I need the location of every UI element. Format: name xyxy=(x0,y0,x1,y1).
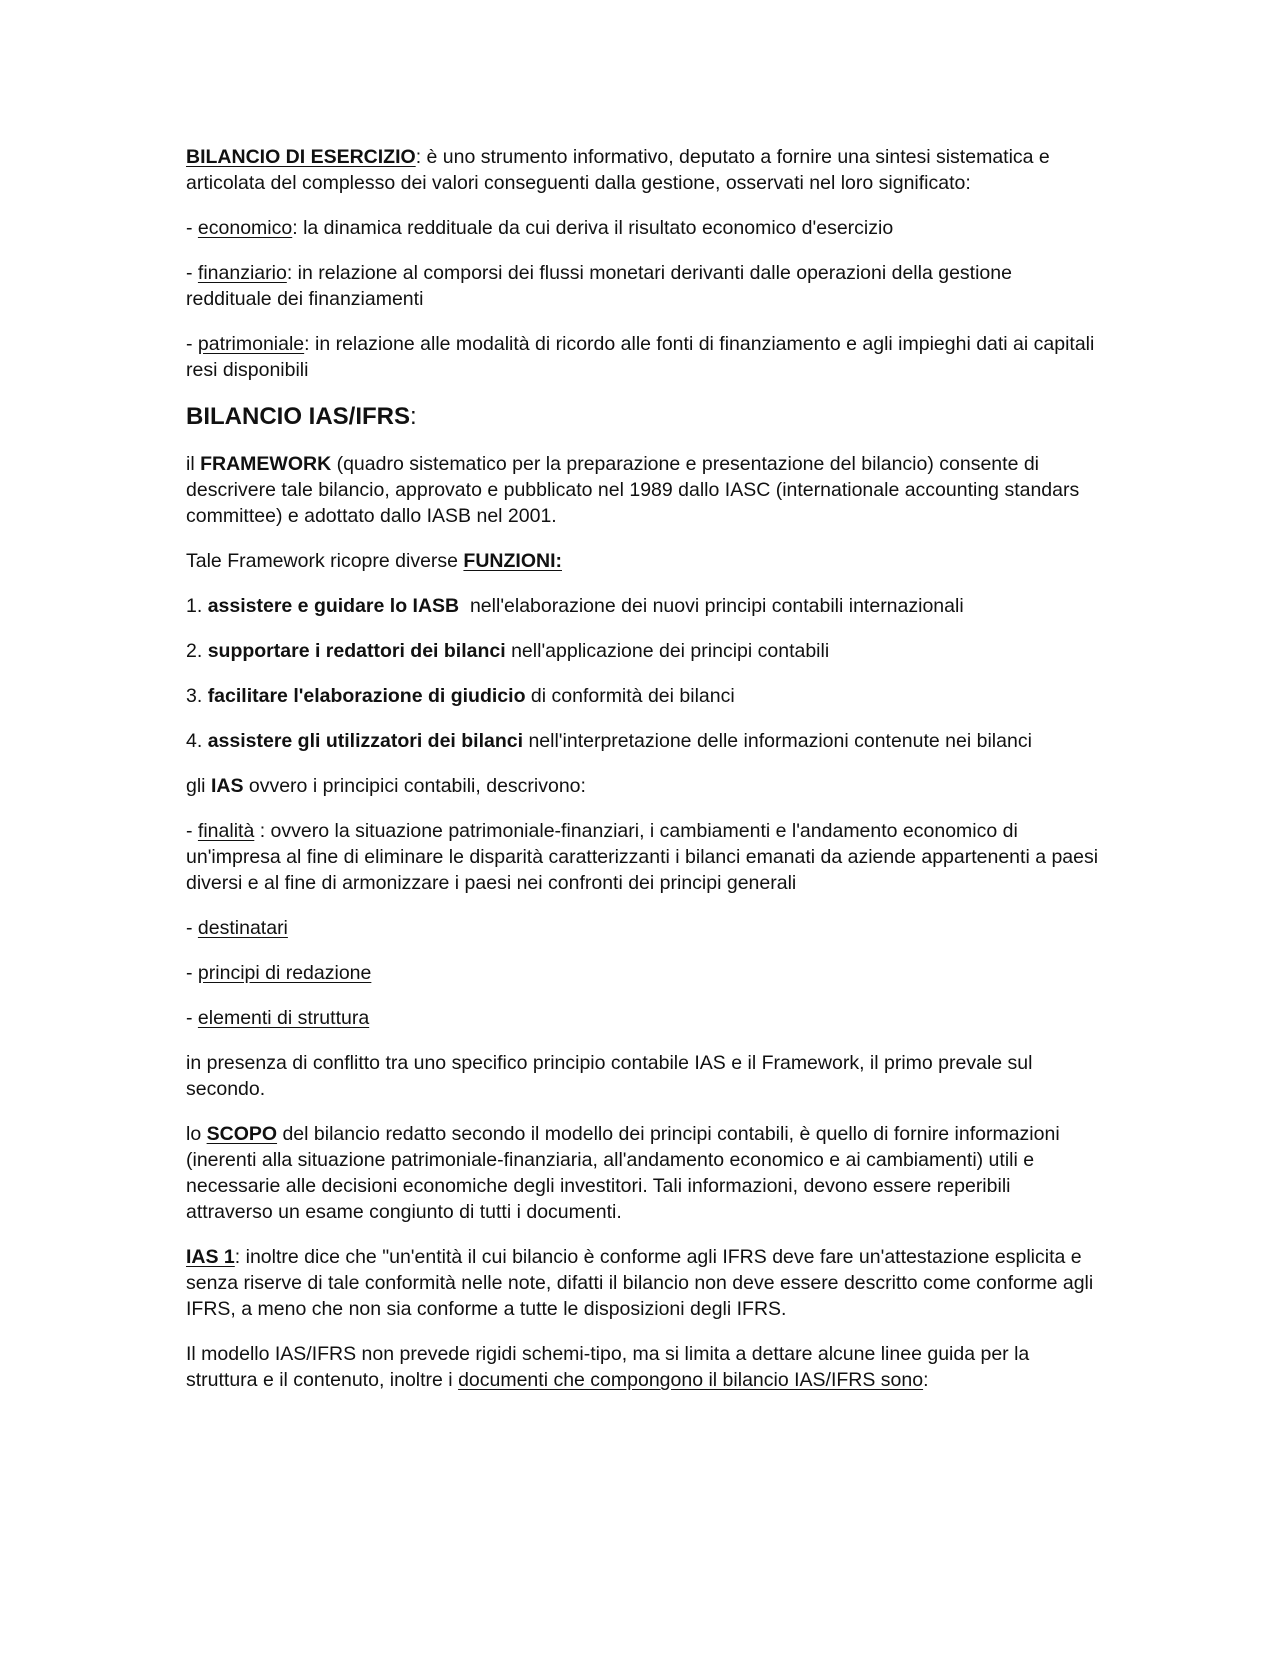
funzioni-intro-text: Tale Framework ricopre diverse xyxy=(186,550,464,572)
funzione-text: di conformità dei bilanci xyxy=(525,685,735,707)
modello-text: Il modello IAS/IFRS non prevede rigidi schemi-tipo, ma si limita a dettare alcune linee guida per la struttura e il contenuto, inoltre i xyxy=(186,1343,1030,1391)
ias1-term: IAS 1 xyxy=(186,1246,235,1268)
item-number: 1. xyxy=(186,595,208,617)
scopo-pre: lo xyxy=(186,1123,207,1145)
ias-item-term: principi di redazione xyxy=(197,962,372,984)
modello-term: documenti che compongono il bilancio IAS/IFRS sono xyxy=(458,1369,924,1391)
ias-item-finalita xyxy=(186,818,1100,896)
ias-intro xyxy=(186,773,1100,799)
list-dash: - xyxy=(186,1007,198,1029)
meaning-term: finanziario xyxy=(197,262,287,284)
ias-item-destinatari xyxy=(186,915,1100,941)
meaning-term: economico xyxy=(197,217,293,239)
ias-item-term: elementi di struttura xyxy=(197,1007,370,1029)
meaning-text: : in relazione al comporsi dei flussi monetari derivanti dalle operazioni della gestione reddituale dei finanziamenti xyxy=(186,262,1012,310)
scopo-term: SCOPO xyxy=(206,1123,278,1145)
scopo-text: del bilancio redatto secondo il modello dei principi contabili, è quello di fornire informazioni (inerenti alla situazione patrimoniale-finanziaria, all'andamento economico e ai cambiamenti) utili e necessarie alle decisioni economiche degli investitori. Tali informazioni, devono essere reperibili attraverso un esame congiunto di tutti i documenti. xyxy=(186,1123,1060,1223)
framework-term: FRAMEWORK xyxy=(200,453,332,475)
list-dash: - xyxy=(186,962,198,984)
heading-colon: : xyxy=(410,403,417,430)
framework-paragraph xyxy=(186,451,1100,529)
ias-item-term: finalità xyxy=(197,820,255,842)
list-dash: - xyxy=(186,917,198,939)
ias-item-elementi xyxy=(186,1005,1100,1031)
item-number: 3. xyxy=(186,685,208,707)
funzioni-intro xyxy=(186,548,1100,574)
meaning-text: : la dinamica reddituale da cui deriva il risultato economico d'esercizio xyxy=(292,217,894,239)
ias1-paragraph xyxy=(186,1244,1100,1322)
meaning-item-economico xyxy=(186,215,1100,241)
bilancio-esercizio-paragraph xyxy=(186,144,1100,196)
funzione-item-3 xyxy=(186,683,1100,709)
ias-term: IAS xyxy=(210,775,244,797)
ias-item-text: : ovvero la situazione patrimoniale-finanziari, i cambiamenti e l'andamento economico di un'impresa al fine di eliminare le disparità caratterizzanti i bilanci emanati da aziende appartenenti a paesi diversi e al fine di armonizzare i paesi nei confronti dei principi generali xyxy=(186,820,1099,894)
meaning-term: patrimoniale xyxy=(197,333,305,355)
meaning-text: : in relazione alle modalità di ricordo alle fonti di finanziamento e agli impieghi dati ai capitali resi disponibili xyxy=(186,333,1095,381)
list-dash: - xyxy=(186,217,198,239)
funzione-bold: facilitare l'elaborazione di giudicio xyxy=(207,685,526,707)
funzione-item-1 xyxy=(186,593,1100,619)
funzione-item-4 xyxy=(186,728,1100,754)
modello-colon: : xyxy=(923,1369,929,1391)
list-dash: - xyxy=(186,262,198,284)
ias-intro-text: ovvero i principici contabili, descrivono: xyxy=(243,775,586,797)
funzione-bold: assistere e guidare lo IASB xyxy=(207,595,460,617)
funzione-bold: supportare i redattori dei bilanci xyxy=(207,640,506,662)
ias-item-principi xyxy=(186,960,1100,986)
funzione-text: nell'elaborazione dei nuovi principi contabili internazionali xyxy=(459,595,964,617)
modello-paragraph xyxy=(186,1341,1100,1393)
funzione-bold: assistere gli utilizzatori dei bilanci xyxy=(207,730,524,752)
framework-pre: il xyxy=(186,453,201,475)
funzione-text: nell'interpretazione delle informazioni contenute nei bilanci xyxy=(523,730,1032,752)
funzione-item-2 xyxy=(186,638,1100,664)
framework-text: (quadro sistematico per la preparazione e presentazione del bilancio) consente di descrivere tale bilancio, approvato e pubblicato nel 1989 dallo IASC (internationale accounting standars committee) e adottato dallo IASB nel 2001. xyxy=(186,453,1080,527)
ias1-text: : inoltre dice che "un'entità il cui bilancio è conforme agli IFRS deve fare un'attestazione esplicita e senza riserve di tale conformità nelle note, difatti il bilancio non deve essere descritto come conforme agli IFRS, a meno che non sia conforme a tutte le disposizioni degli IFRS. xyxy=(186,1246,1094,1320)
meaning-item-finanziario xyxy=(186,260,1100,312)
section-heading xyxy=(186,402,1100,432)
heading-title: BILANCIO IAS/IFRS xyxy=(186,403,411,430)
ias-item-term: destinatari xyxy=(197,917,288,939)
bilancio-esercizio-term: BILANCIO DI ESERCIZIO xyxy=(186,146,416,168)
scopo-paragraph xyxy=(186,1121,1100,1225)
list-dash: - xyxy=(186,820,198,842)
list-dash: - xyxy=(186,333,198,355)
meaning-item-patrimoniale xyxy=(186,331,1100,383)
item-number: 2. xyxy=(186,640,208,662)
funzione-text: nell'applicazione dei principi contabili xyxy=(505,640,830,662)
funzioni-term: FUNZIONI: xyxy=(463,550,562,572)
ias-intro-pre: gli xyxy=(186,775,211,797)
conflitto-paragraph: in presenza di conflitto tra uno specifico principio contabile IAS e il Framework, il primo prevale sul secondo. xyxy=(186,1052,1033,1100)
item-number: 4. xyxy=(186,730,208,752)
bilancio-esercizio-text: : è uno strumento informativo, deputato a fornire una sintesi sistematica e articolata del complesso dei valori conseguenti dalla gestione, osservati nel loro significato: xyxy=(186,146,1050,194)
